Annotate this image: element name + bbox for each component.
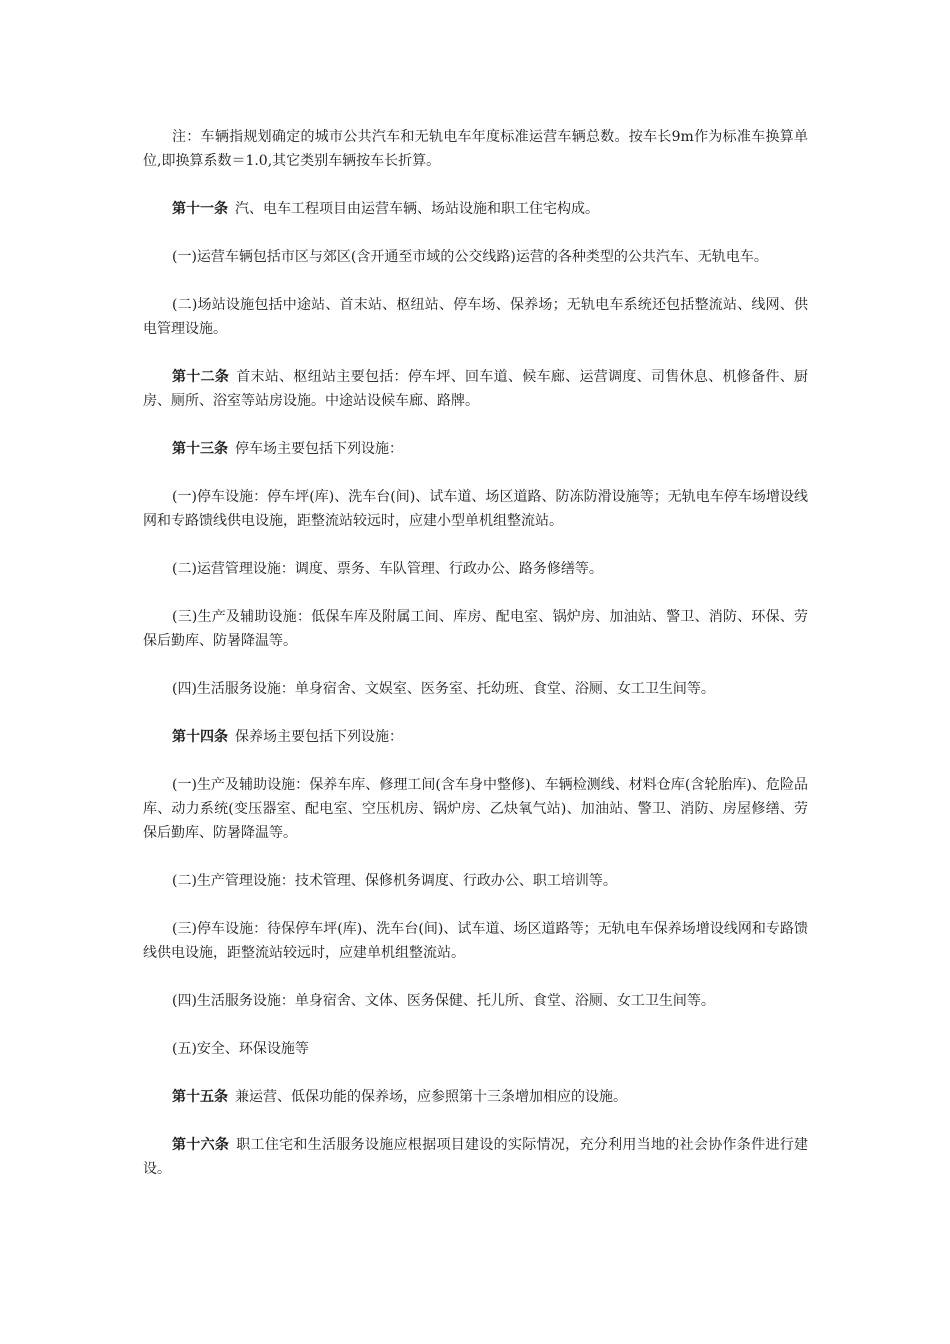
document-body <box>143 125 808 1205</box>
article-11-paragraph <box>143 197 808 221</box>
paragraph-text: (二)生产管理设施：技术管理、保修机务调度、行政办公、职工培训等。 <box>172 873 617 889</box>
article-13-item-3 <box>143 605 808 653</box>
paragraph-text: 保养场主要包括下列设施： <box>235 729 403 745</box>
article-heading: 第十一条 <box>172 201 228 217</box>
article-11-item-2 <box>143 293 808 341</box>
article-13-item-1 <box>143 485 808 533</box>
paragraph-text: 注：车辆指规划确定的城市公共汽车和无轨电车年度标准运营车辆总数。按车长9m作为标准车换算单位,即换算系数＝1.0,其它类别车辆按车长折算。 <box>143 129 808 169</box>
article-13-item-4 <box>143 677 808 701</box>
article-14-item-5 <box>143 1037 808 1061</box>
paragraph-text: (四)生活服务设施：单身宿舍、文体、医务保健、托儿所、食堂、浴厕、女工卫生间等。 <box>172 993 715 1009</box>
paragraph-text: 汽、电车工程项目由运营车辆、场站设施和职工住宅构成。 <box>235 201 599 217</box>
paragraph-text: (一)生产及辅助设施：保养车库、修理工间(含车身中整修)、车辆检测线、材料仓库(含轮胎库)、危险品库、动力系统(变压器室、配电室、空压机房、锅炉房、乙炔氧气站)、加油站、警卫、消防、房屋修缮、劳保后勤库、防暑降温等。 <box>143 777 808 841</box>
paragraph-text: (二)运营管理设施：调度、票务、车队管理、行政办公、路务修缮等。 <box>172 561 603 577</box>
paragraph-text: (三)生产及辅助设施：低保车库及附属工间、库房、配电室、锅炉房、加油站、警卫、消防、环保、劳保后勤库、防暑降温等。 <box>143 609 808 649</box>
article-16-paragraph <box>143 1133 808 1181</box>
article-13-paragraph <box>143 437 808 461</box>
article-13-item-2 <box>143 557 808 581</box>
article-14-item-2 <box>143 869 808 893</box>
paragraph-text: 兼运营、低保功能的保养场，应参照第十三条增加相应的设施。 <box>235 1089 627 1105</box>
paragraph-text: (二)场站设施包括中途站、首末站、枢纽站、停车场、保养场；无轨电车系统还包括整流站、线网、供电管理设施。 <box>143 297 808 337</box>
article-15-paragraph <box>143 1085 808 1109</box>
article-heading: 第十三条 <box>172 441 228 457</box>
paragraph-text: 首末站、枢纽站主要包括：停车坪、回车道、候车廊、运营调度、司售休息、机修备件、厨房、厕所、浴室等站房设施。中途站设候车廊、路牌。 <box>143 369 809 409</box>
paragraph-text: (一)运营车辆包括市区与郊区(含开通至市域的公交线路)运营的各种类型的公共汽车、无轨电车。 <box>172 249 768 265</box>
article-heading: 第十五条 <box>172 1089 228 1105</box>
article-11-item-1 <box>143 245 808 269</box>
paragraph-text: (五)安全、环保设施等 <box>172 1041 309 1057</box>
article-heading: 第十二条 <box>172 369 230 385</box>
paragraph-text: 职工住宅和生活服务设施应根据项目建设的实际情况，充分利用当地的社会协作条件进行建设。 <box>143 1137 809 1177</box>
paragraph-text: (四)生活服务设施：单身宿舍、文娱室、医务室、托幼班、食堂、浴厕、女工卫生间等。 <box>172 681 715 697</box>
article-heading: 第十四条 <box>172 729 228 745</box>
article-heading: 第十六条 <box>172 1137 230 1153</box>
paragraph-text: 停车场主要包括下列设施： <box>235 441 403 457</box>
article-14-item-4 <box>143 989 808 1013</box>
article-14-item-1 <box>143 773 808 845</box>
article-12-paragraph <box>143 365 808 413</box>
paragraph-text: (一)停车设施：停车坪(库)、洗车台(间)、试车道、场区道路、防冻防滑设施等；无轨电车停车场增设线网和专路馈线供电设施，距整流站较远时，应建小型单机组整流站。 <box>143 489 808 529</box>
article-14-item-3 <box>143 917 808 965</box>
note-paragraph <box>143 125 808 173</box>
article-14-paragraph <box>143 725 808 749</box>
paragraph-text: (三)停车设施：待保停车坪(库)、洗车台(间)、试车道、场区道路等；无轨电车保养场增设线网和专路馈线供电设施，距整流站较远时，应建单机组整流站。 <box>143 921 808 961</box>
